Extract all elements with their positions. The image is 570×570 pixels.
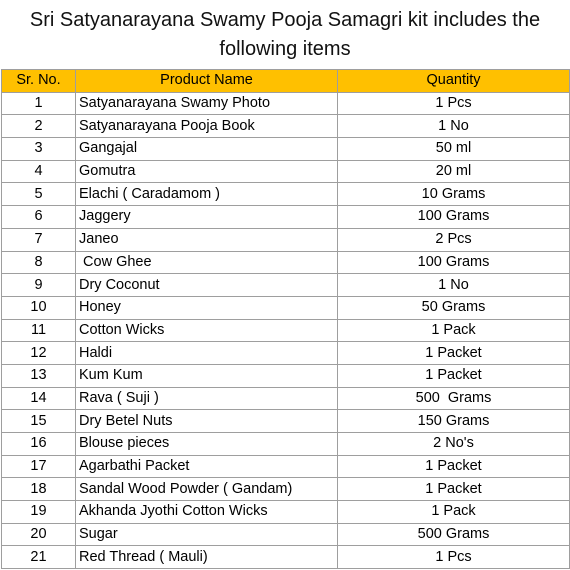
table-row	[2, 433, 570, 456]
table-row	[2, 228, 570, 251]
table-row	[2, 138, 570, 161]
row-sr-no: 5	[2, 183, 76, 206]
row-quantity: 1 Packet	[338, 342, 570, 365]
row-quantity: 2 Pcs	[338, 228, 570, 251]
row-sr-no: 18	[2, 478, 76, 501]
row-quantity: 50 ml	[338, 138, 570, 161]
row-product-name: Rava ( Suji )	[76, 387, 338, 410]
table-row	[2, 523, 570, 546]
row-sr-no: 8	[2, 251, 76, 274]
row-sr-no: 20	[2, 523, 76, 546]
row-product-name: Honey	[76, 296, 338, 319]
row-sr-no: 4	[2, 160, 76, 183]
row-product-name: Jaggery	[76, 206, 338, 229]
row-sr-no: 3	[2, 138, 76, 161]
row-sr-no: 14	[2, 387, 76, 410]
row-product-name: Akhanda Jyothi Cotton Wicks	[76, 501, 338, 524]
row-sr-no: 17	[2, 455, 76, 478]
row-quantity: 1 Packet	[338, 364, 570, 387]
title-line-2: following items	[219, 38, 351, 60]
row-quantity: 10 Grams	[338, 183, 570, 206]
row-quantity: 1 Packet	[338, 478, 570, 501]
table-row	[2, 115, 570, 138]
row-quantity: 500 Grams	[338, 523, 570, 546]
row-quantity: 2 No's	[338, 433, 570, 456]
row-sr-no: 12	[2, 342, 76, 365]
table-row	[2, 364, 570, 387]
row-quantity: 1 No	[338, 274, 570, 297]
row-product-name: Dry Coconut	[76, 274, 338, 297]
row-quantity: 150 Grams	[338, 410, 570, 433]
table-row	[2, 546, 570, 569]
row-product-name: Dry Betel Nuts	[76, 410, 338, 433]
row-quantity: 1 No	[338, 115, 570, 138]
row-product-name: Cow Ghee	[76, 251, 338, 274]
table-row	[2, 160, 570, 183]
title-line-1: Sri Satyanarayana Swamy Pooja Samagri kit includes the	[29, 9, 541, 31]
row-sr-no: 7	[2, 228, 76, 251]
row-sr-no: 9	[2, 274, 76, 297]
row-sr-no: 2	[2, 115, 76, 138]
row-quantity: 1 Pcs	[338, 92, 570, 115]
table-row	[2, 251, 570, 274]
table-row	[2, 410, 570, 433]
row-product-name: Janeo	[76, 228, 338, 251]
row-sr-no: 10	[2, 296, 76, 319]
row-product-name: Elachi ( Caradamom )	[76, 183, 338, 206]
row-product-name: Kum Kum	[76, 364, 338, 387]
header-sr-no: Sr. No.	[2, 70, 76, 93]
row-quantity: 1 Packet	[338, 455, 570, 478]
row-quantity: 1 Pack	[338, 501, 570, 524]
table-row	[2, 455, 570, 478]
row-quantity: 100 Grams	[338, 206, 570, 229]
table-row	[2, 183, 570, 206]
row-product-name: Red Thread ( Mauli)	[76, 546, 338, 569]
row-product-name: Cotton Wicks	[76, 319, 338, 342]
row-product-name: Haldi	[76, 342, 338, 365]
row-product-name: Satyanarayana Swamy Photo	[76, 92, 338, 115]
row-product-name: Gomutra	[76, 160, 338, 183]
row-quantity: 1 Pack	[338, 319, 570, 342]
row-sr-no: 19	[2, 501, 76, 524]
table-row	[2, 274, 570, 297]
table-row	[2, 478, 570, 501]
table-row	[2, 319, 570, 342]
row-sr-no: 15	[2, 410, 76, 433]
row-product-name: Sandal Wood Powder ( Gandam)	[76, 478, 338, 501]
row-product-name: Gangajal	[76, 138, 338, 161]
row-product-name: Agarbathi Packet	[76, 455, 338, 478]
row-quantity: 500 Grams	[338, 387, 570, 410]
items-table	[1, 69, 570, 569]
table-header-row	[2, 70, 570, 93]
row-sr-no: 21	[2, 546, 76, 569]
row-quantity: 50 Grams	[338, 296, 570, 319]
header-product-name: Product Name	[76, 70, 338, 93]
row-sr-no: 16	[2, 433, 76, 456]
row-sr-no: 6	[2, 206, 76, 229]
table-row	[2, 206, 570, 229]
table-row	[2, 92, 570, 115]
table-row	[2, 296, 570, 319]
header-quantity: Quantity	[338, 70, 570, 93]
page-title	[0, 6, 570, 64]
row-product-name: Sugar	[76, 523, 338, 546]
table-row	[2, 387, 570, 410]
table-row	[2, 501, 570, 524]
row-quantity: 100 Grams	[338, 251, 570, 274]
table-body	[2, 92, 570, 568]
row-sr-no: 11	[2, 319, 76, 342]
row-sr-no: 1	[2, 92, 76, 115]
row-product-name: Satyanarayana Pooja Book	[76, 115, 338, 138]
row-quantity: 20 ml	[338, 160, 570, 183]
row-sr-no: 13	[2, 364, 76, 387]
row-quantity: 1 Pcs	[338, 546, 570, 569]
row-product-name: Blouse pieces	[76, 433, 338, 456]
table-row	[2, 342, 570, 365]
